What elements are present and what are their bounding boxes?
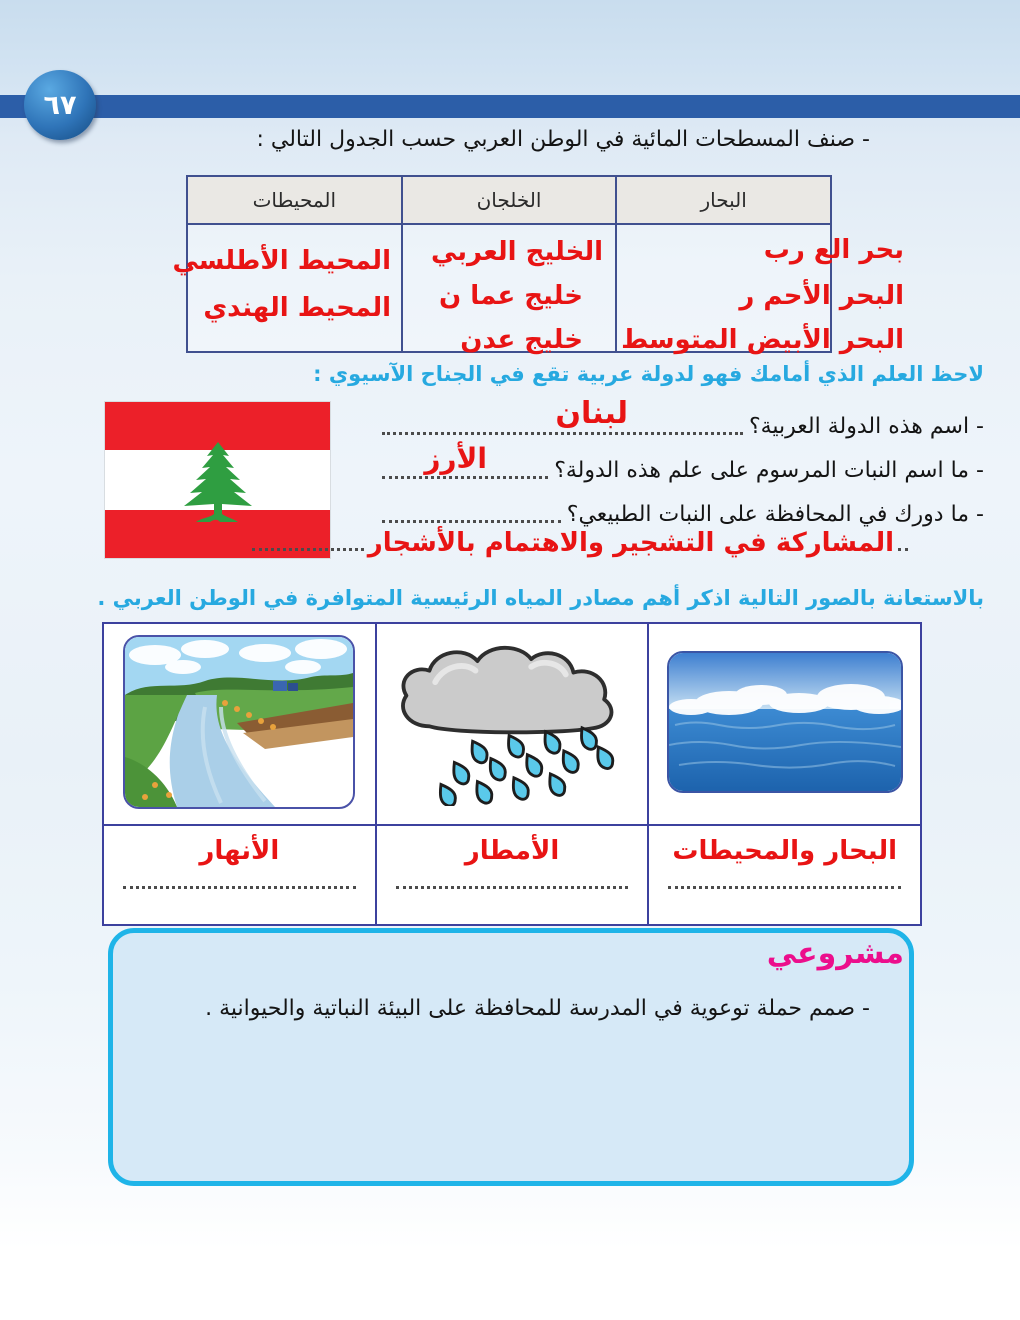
water-sources-table xyxy=(102,622,922,926)
intro-instruction: - صنف المسطحات المائية في الوطن العربي حسب الجدول التالي : xyxy=(256,127,870,152)
label-cell-rivers xyxy=(103,825,376,925)
column-header-gulfs: الخلجان xyxy=(402,176,617,224)
answer-plant: الأرز xyxy=(424,442,487,475)
label-rains: الأمطار xyxy=(464,836,560,866)
rain-cloud-icon xyxy=(387,638,637,806)
cedar-tree-icon xyxy=(168,440,268,522)
project-instruction: - صمم حملة توعوية في المدرسة للمحافظة على البيئة النباتية والحيوانية . xyxy=(205,996,870,1021)
flag-section-heading: لاحظ العلم الذي أمامك فهو لدولة عربية تقع في الجناح الآسيوي : xyxy=(313,362,984,386)
sea-image-cell xyxy=(648,623,921,825)
dotted-line xyxy=(123,886,356,889)
sources-heading: بالاستعانة بالصور التالية اذكر أهم مصادر المياه الرئيسية المتوافرة في الوطن العربي . xyxy=(97,586,984,610)
label-rivers: الأنهار xyxy=(199,836,280,866)
dotted-line xyxy=(668,886,901,889)
sea-photo xyxy=(667,651,903,793)
answer-sea-3: البحر الأبيض المتوسط xyxy=(621,325,904,355)
rain-image-cell xyxy=(376,623,649,825)
labels-row xyxy=(103,825,921,925)
river-image-cell xyxy=(103,623,376,825)
dotted-line xyxy=(382,520,561,523)
page-number-badge xyxy=(24,70,96,140)
answer-gulf-3: خليج عدن xyxy=(460,325,583,355)
question-row-country xyxy=(382,404,984,444)
dotted-line xyxy=(252,548,364,551)
question-plant: - ما اسم النبات المرسوم على علم هذه الدولة؟ xyxy=(554,458,984,483)
water-table-header-row xyxy=(187,176,831,224)
column-header-oceans: المحيطات xyxy=(187,176,402,224)
question-role: - ما دورك في المحافظة على النبات الطبيعي؟ xyxy=(566,502,984,527)
answer-country: لبنان xyxy=(555,396,628,431)
river-photo xyxy=(123,635,355,809)
page-number: ٦٧ xyxy=(43,89,77,121)
label-cell-rains xyxy=(376,825,649,925)
answer-role-line xyxy=(252,528,908,558)
column-header-seas: البحار xyxy=(616,176,831,224)
project-title: مشروعي xyxy=(766,936,904,971)
answer-sea-2: البحر الأحم ر xyxy=(739,281,904,311)
answer-gulf-2: خليج عما ن xyxy=(439,281,583,311)
dotted-line xyxy=(898,548,908,551)
header-bar xyxy=(0,95,1020,118)
question-country: - اسم هذه الدولة العربية؟ xyxy=(748,414,984,439)
answer-ocean-2: المحيط الهندي xyxy=(203,293,391,323)
images-row xyxy=(103,623,921,825)
dotted-line xyxy=(382,432,743,435)
answer-ocean-1: المحيط الأطلسي xyxy=(172,246,391,276)
dotted-line xyxy=(396,886,629,889)
label-seas-oceans: البحار والمحيطات xyxy=(672,836,897,866)
label-cell-seas-oceans xyxy=(648,825,921,925)
question-row-role xyxy=(382,492,984,532)
raindrop-icon xyxy=(435,724,617,806)
dotted-line xyxy=(382,476,548,479)
answer-role: المشاركة في التشجير والاهتمام بالأشجار xyxy=(367,528,894,558)
answer-gulf-1: الخليج العربي xyxy=(430,237,603,267)
answer-sea-1: بحر الع رب xyxy=(763,235,904,265)
